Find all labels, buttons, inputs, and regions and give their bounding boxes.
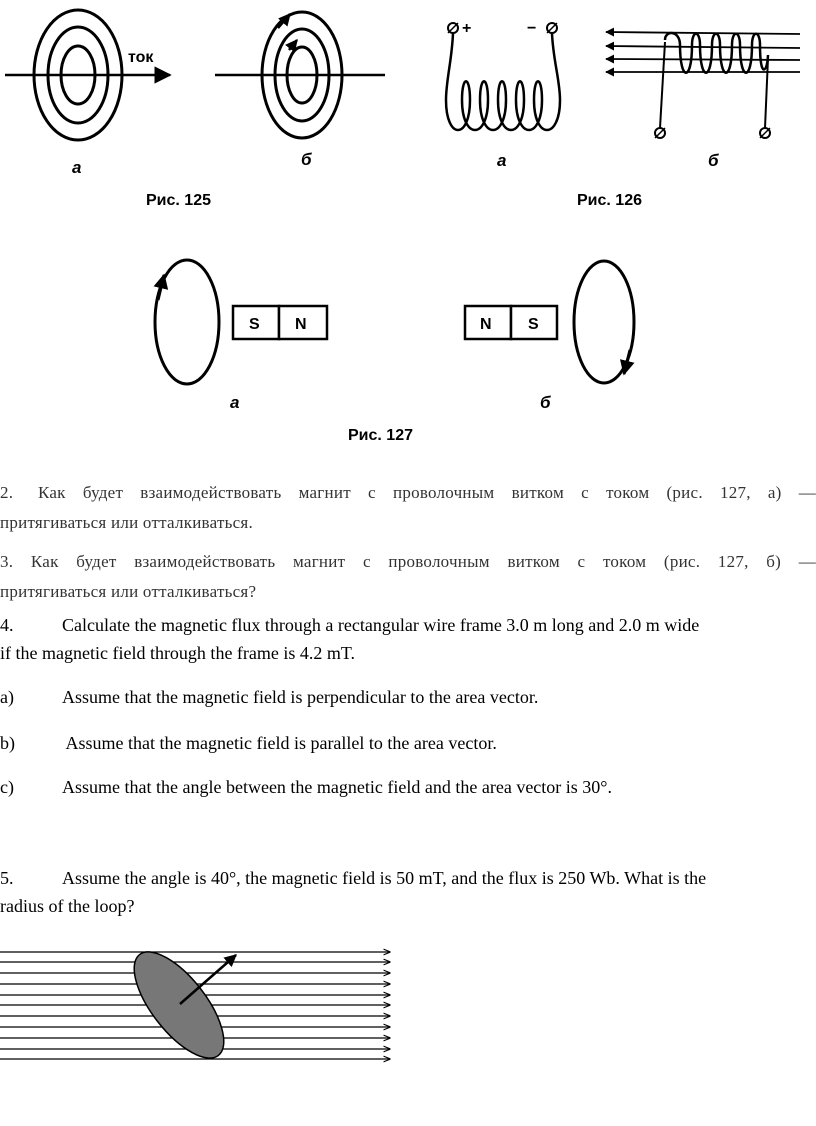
- fig126-sub-b: б: [708, 151, 719, 170]
- fig127-a-diagram: [155, 260, 327, 412]
- question-3-line2: притягиваться или отталкиваться?: [0, 582, 257, 601]
- question-2: [0, 478, 816, 538]
- fig126-caption: Рис. 126: [577, 192, 642, 209]
- fig126-plus: +: [462, 20, 472, 37]
- fig125-sub-a: а: [72, 158, 82, 177]
- question-4-part-c: [0, 773, 816, 801]
- question-2-line1: Как будет взаимодействовать магнит с проволочным витком с током (рис. 127, а) —: [38, 483, 816, 502]
- question-2-line2: притягиваться или отталкиваться.: [0, 513, 254, 532]
- question-5: [0, 864, 816, 920]
- question-5-line2: radius of the loop?: [0, 896, 135, 916]
- part-b-text: Assume that the magnetic field is parallel to the area vector.: [62, 733, 497, 753]
- question-4: [0, 611, 816, 667]
- fig127-a-magnet-s: S: [249, 316, 260, 333]
- fig126-b-diagram: [606, 32, 800, 170]
- question-4-part-a: [0, 683, 816, 711]
- fig125-caption: Рис. 125: [146, 192, 211, 209]
- fig127-caption: Рис. 127: [348, 427, 413, 444]
- fig127-b-magnet-s: S: [528, 316, 539, 333]
- question-4-line1: Calculate the magnetic flux through a rectangular wire frame 3.0 m long and 2.0 m wide: [62, 615, 700, 635]
- flux-loop-diagram: [0, 940, 400, 1070]
- fig125-b-diagram: [215, 12, 385, 169]
- fig127-b-diagram: [465, 261, 634, 412]
- question-5-line1: Assume the angle is 40°, the magnetic field is 50 mT, and the flux is 250 Wb. What is the: [62, 868, 707, 888]
- part-c-text: Assume that the angle between the magnetic field and the area vector is 30°.: [62, 777, 612, 797]
- figures-panel: [0, 0, 816, 460]
- question-3-line1: 3. Как будет взаимодействовать магнит с проволочным витком с током (рис. 127, б) —: [0, 552, 816, 571]
- question-4-line2: if the magnetic field through the frame is 4.2 mT.: [0, 643, 356, 663]
- part-a-label: a): [0, 687, 14, 707]
- part-c-label: c): [0, 777, 14, 797]
- part-a-text: Assume that the magnetic field is perpendicular to the area vector.: [62, 687, 539, 707]
- question-4-part-b: [0, 729, 816, 757]
- question-3: [0, 547, 816, 607]
- fig125-current-label: ток: [128, 49, 154, 66]
- fig125-a-diagram: [5, 10, 170, 177]
- part-b-label: b): [0, 733, 15, 753]
- question-5-number: 5.: [0, 868, 14, 888]
- fig126-sub-a: а: [497, 151, 507, 170]
- fig127-a-magnet-n: N: [295, 316, 307, 333]
- fig126-minus: −: [527, 20, 537, 37]
- fig127-b-magnet-n: N: [480, 316, 492, 333]
- fig125-sub-b: б: [301, 150, 312, 169]
- fig127-sub-b: б: [540, 393, 551, 412]
- question-4-number: 4.: [0, 615, 14, 635]
- fig127-sub-a: а: [230, 393, 240, 412]
- fig126-a-diagram: [446, 20, 560, 170]
- question-2-number: 2.: [0, 483, 14, 502]
